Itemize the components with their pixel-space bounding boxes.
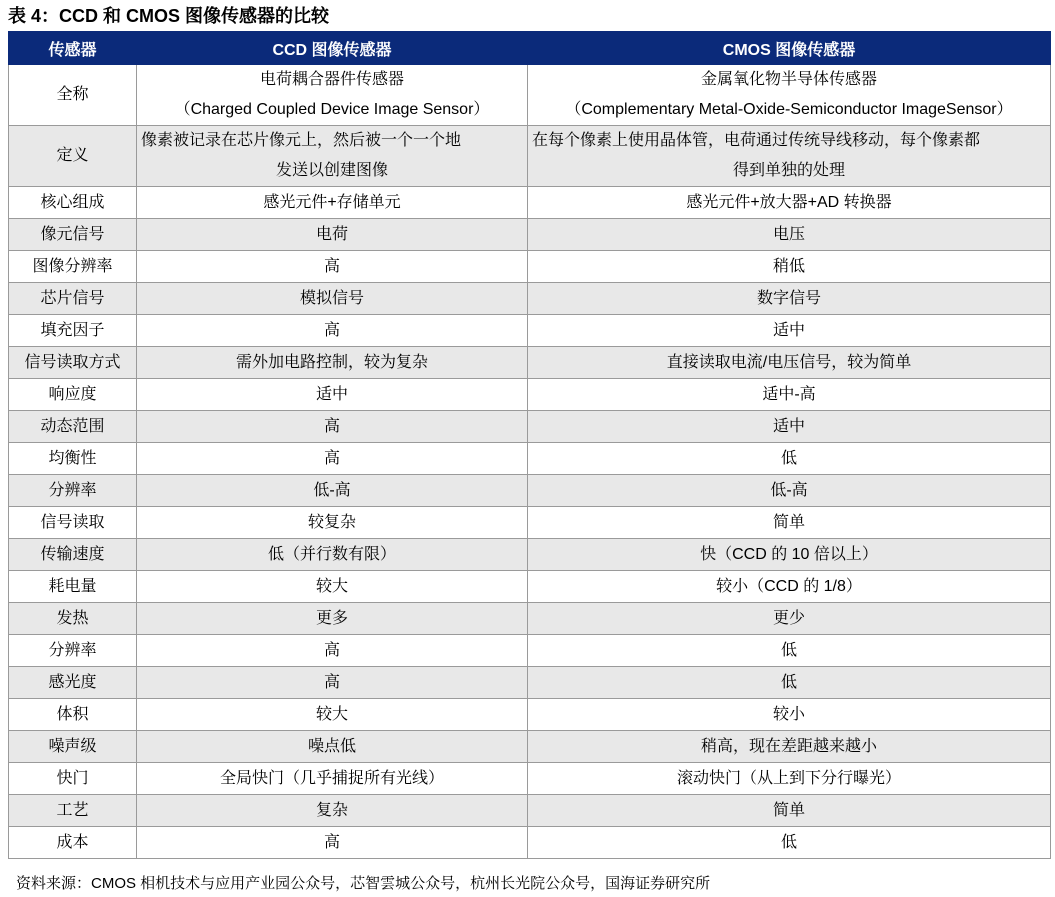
- cmos-cell: 低: [528, 827, 1051, 859]
- table-title: 表 4：CCD 和 CMOS 图像传感器的比较: [8, 6, 330, 26]
- row-label: 定义: [9, 126, 137, 187]
- cmos-cell: 简单: [528, 507, 1051, 539]
- table-row-definition: [9, 126, 1051, 187]
- row-label: 耗电量: [9, 571, 137, 603]
- cmos-cell: 简单: [528, 795, 1051, 827]
- ccd-cell: 需外加电路控制，较为复杂: [137, 347, 528, 379]
- ccd-cell: 低（并行数有限）: [137, 539, 528, 571]
- table-row: [9, 699, 1051, 731]
- cmos-cell: 较小（CCD 的 1/8）: [528, 571, 1051, 603]
- table-row: [9, 507, 1051, 539]
- row-label: 工艺: [9, 795, 137, 827]
- cmos-cell: 适中: [528, 315, 1051, 347]
- table-row: [9, 795, 1051, 827]
- row-label: 信号读取: [9, 507, 137, 539]
- ccd-cell: [137, 126, 528, 187]
- ccd-cell: 电荷: [137, 219, 528, 251]
- row-label: 信号读取方式: [9, 347, 137, 379]
- cmos-cell: 稍高，现在差距越来越小: [528, 731, 1051, 763]
- ccd-cell: 噪点低: [137, 731, 528, 763]
- table-row: [9, 251, 1051, 283]
- row-label: 感光度: [9, 667, 137, 699]
- row-label: 芯片信号: [9, 283, 137, 315]
- row-label: 填充因子: [9, 315, 137, 347]
- header-row: [9, 32, 1051, 65]
- ccd-cell: 高: [137, 443, 528, 475]
- cmos-cell: 数字信号: [528, 283, 1051, 315]
- comparison-table: [8, 31, 1051, 859]
- cmos-cell: 滚动快门（从上到下分行曝光）: [528, 763, 1051, 795]
- ccd-cell: 高: [137, 411, 528, 443]
- table-row: [9, 315, 1051, 347]
- row-label: 噪声级: [9, 731, 137, 763]
- ccd-cell: 适中: [137, 379, 528, 411]
- table-row: [9, 635, 1051, 667]
- ccd-cell: 较大: [137, 571, 528, 603]
- row-label: 分辨率: [9, 635, 137, 667]
- cmos-cell: 低: [528, 667, 1051, 699]
- cmos-definition-line1: 在每个像素上使用晶体管，电荷通过传统导线移动，每个像素都: [532, 132, 981, 149]
- table-row: [9, 571, 1051, 603]
- row-label: 体积: [9, 699, 137, 731]
- row-label: 均衡性: [9, 443, 137, 475]
- row-label: 发热: [9, 603, 137, 635]
- ccd-cell: 较大: [137, 699, 528, 731]
- header-sensor: 传感器: [9, 32, 137, 65]
- ccd-definition-line1: 像素被记录在芯片像元上，然后被一个一个地: [141, 132, 462, 149]
- ccd-fullname: 电荷耦合器件传感器: [259, 71, 404, 88]
- ccd-cell: 复杂: [137, 795, 528, 827]
- row-label: 成本: [9, 827, 137, 859]
- table-row: [9, 219, 1051, 251]
- row-label: 动态范围: [9, 411, 137, 443]
- row-label: 图像分辨率: [9, 251, 137, 283]
- table-row: [9, 667, 1051, 699]
- cmos-cell: 适中-高: [528, 379, 1051, 411]
- table-row-fullname: [9, 65, 1051, 126]
- ccd-cell: 模拟信号: [137, 283, 528, 315]
- cmos-cell: 快（CCD 的 10 倍以上）: [528, 539, 1051, 571]
- cmos-cell: 电压: [528, 219, 1051, 251]
- table-row: [9, 603, 1051, 635]
- cmos-cell: 适中: [528, 411, 1051, 443]
- row-label: 快门: [9, 763, 137, 795]
- ccd-cell: 高: [137, 827, 528, 859]
- cmos-cell: 稍低: [528, 251, 1051, 283]
- cmos-fullname: 金属氧化物半导体传感器: [700, 71, 877, 88]
- ccd-cell: 高: [137, 315, 528, 347]
- cmos-cell: 低-高: [528, 475, 1051, 507]
- cmos-cell: [528, 126, 1051, 187]
- cmos-cell: 感光元件+放大器+AD 转换器: [528, 187, 1051, 219]
- table-row: [9, 443, 1051, 475]
- ccd-definition-line2: 发送以创建图像: [275, 162, 388, 179]
- header-cmos: CMOS 图像传感器: [528, 32, 1051, 65]
- cmos-cell: 更少: [528, 603, 1051, 635]
- row-label: 分辨率: [9, 475, 137, 507]
- cmos-cell: 直接读取电流/电压信号，较为简单: [528, 347, 1051, 379]
- table-row: [9, 539, 1051, 571]
- header-ccd: CCD 图像传感器: [137, 32, 528, 65]
- row-label: 响应度: [9, 379, 137, 411]
- ccd-fullname-en: （Charged Coupled Device Image Sensor）: [174, 101, 490, 118]
- table-row: [9, 411, 1051, 443]
- ccd-cell: 高: [137, 667, 528, 699]
- cmos-cell: 较小: [528, 699, 1051, 731]
- cmos-cell: [528, 65, 1051, 126]
- ccd-cell: 低-高: [137, 475, 528, 507]
- table-row: [9, 827, 1051, 859]
- cmos-cell: 低: [528, 635, 1051, 667]
- row-label: 传输速度: [9, 539, 137, 571]
- table-row: [9, 763, 1051, 795]
- table-row: [9, 347, 1051, 379]
- table-row: [9, 731, 1051, 763]
- ccd-cell: 高: [137, 251, 528, 283]
- row-label: 像元信号: [9, 219, 137, 251]
- ccd-cell: [137, 65, 528, 126]
- ccd-cell: 感光元件+存储单元: [137, 187, 528, 219]
- ccd-cell: 全局快门（几乎捕捉所有光线）: [137, 763, 528, 795]
- table-row: [9, 187, 1051, 219]
- cmos-definition-line2: 得到单独的处理: [732, 162, 845, 179]
- table-row: [9, 475, 1051, 507]
- row-label: 核心组成: [9, 187, 137, 219]
- cmos-cell: 低: [528, 443, 1051, 475]
- ccd-cell: 高: [137, 635, 528, 667]
- cmos-fullname-en: （Complementary Metal-Oxide-Semiconductor ImageSensor）: [565, 101, 1013, 118]
- row-label: 全称: [9, 65, 137, 126]
- table-row: [9, 283, 1051, 315]
- table-row: [9, 379, 1051, 411]
- source-note: 资料来源：CMOS 相机技术与应用产业园公众号，芯智雲城公众号，杭州长光院公众号，国海证券研究所: [16, 875, 711, 892]
- ccd-cell: 较复杂: [137, 507, 528, 539]
- ccd-cell: 更多: [137, 603, 528, 635]
